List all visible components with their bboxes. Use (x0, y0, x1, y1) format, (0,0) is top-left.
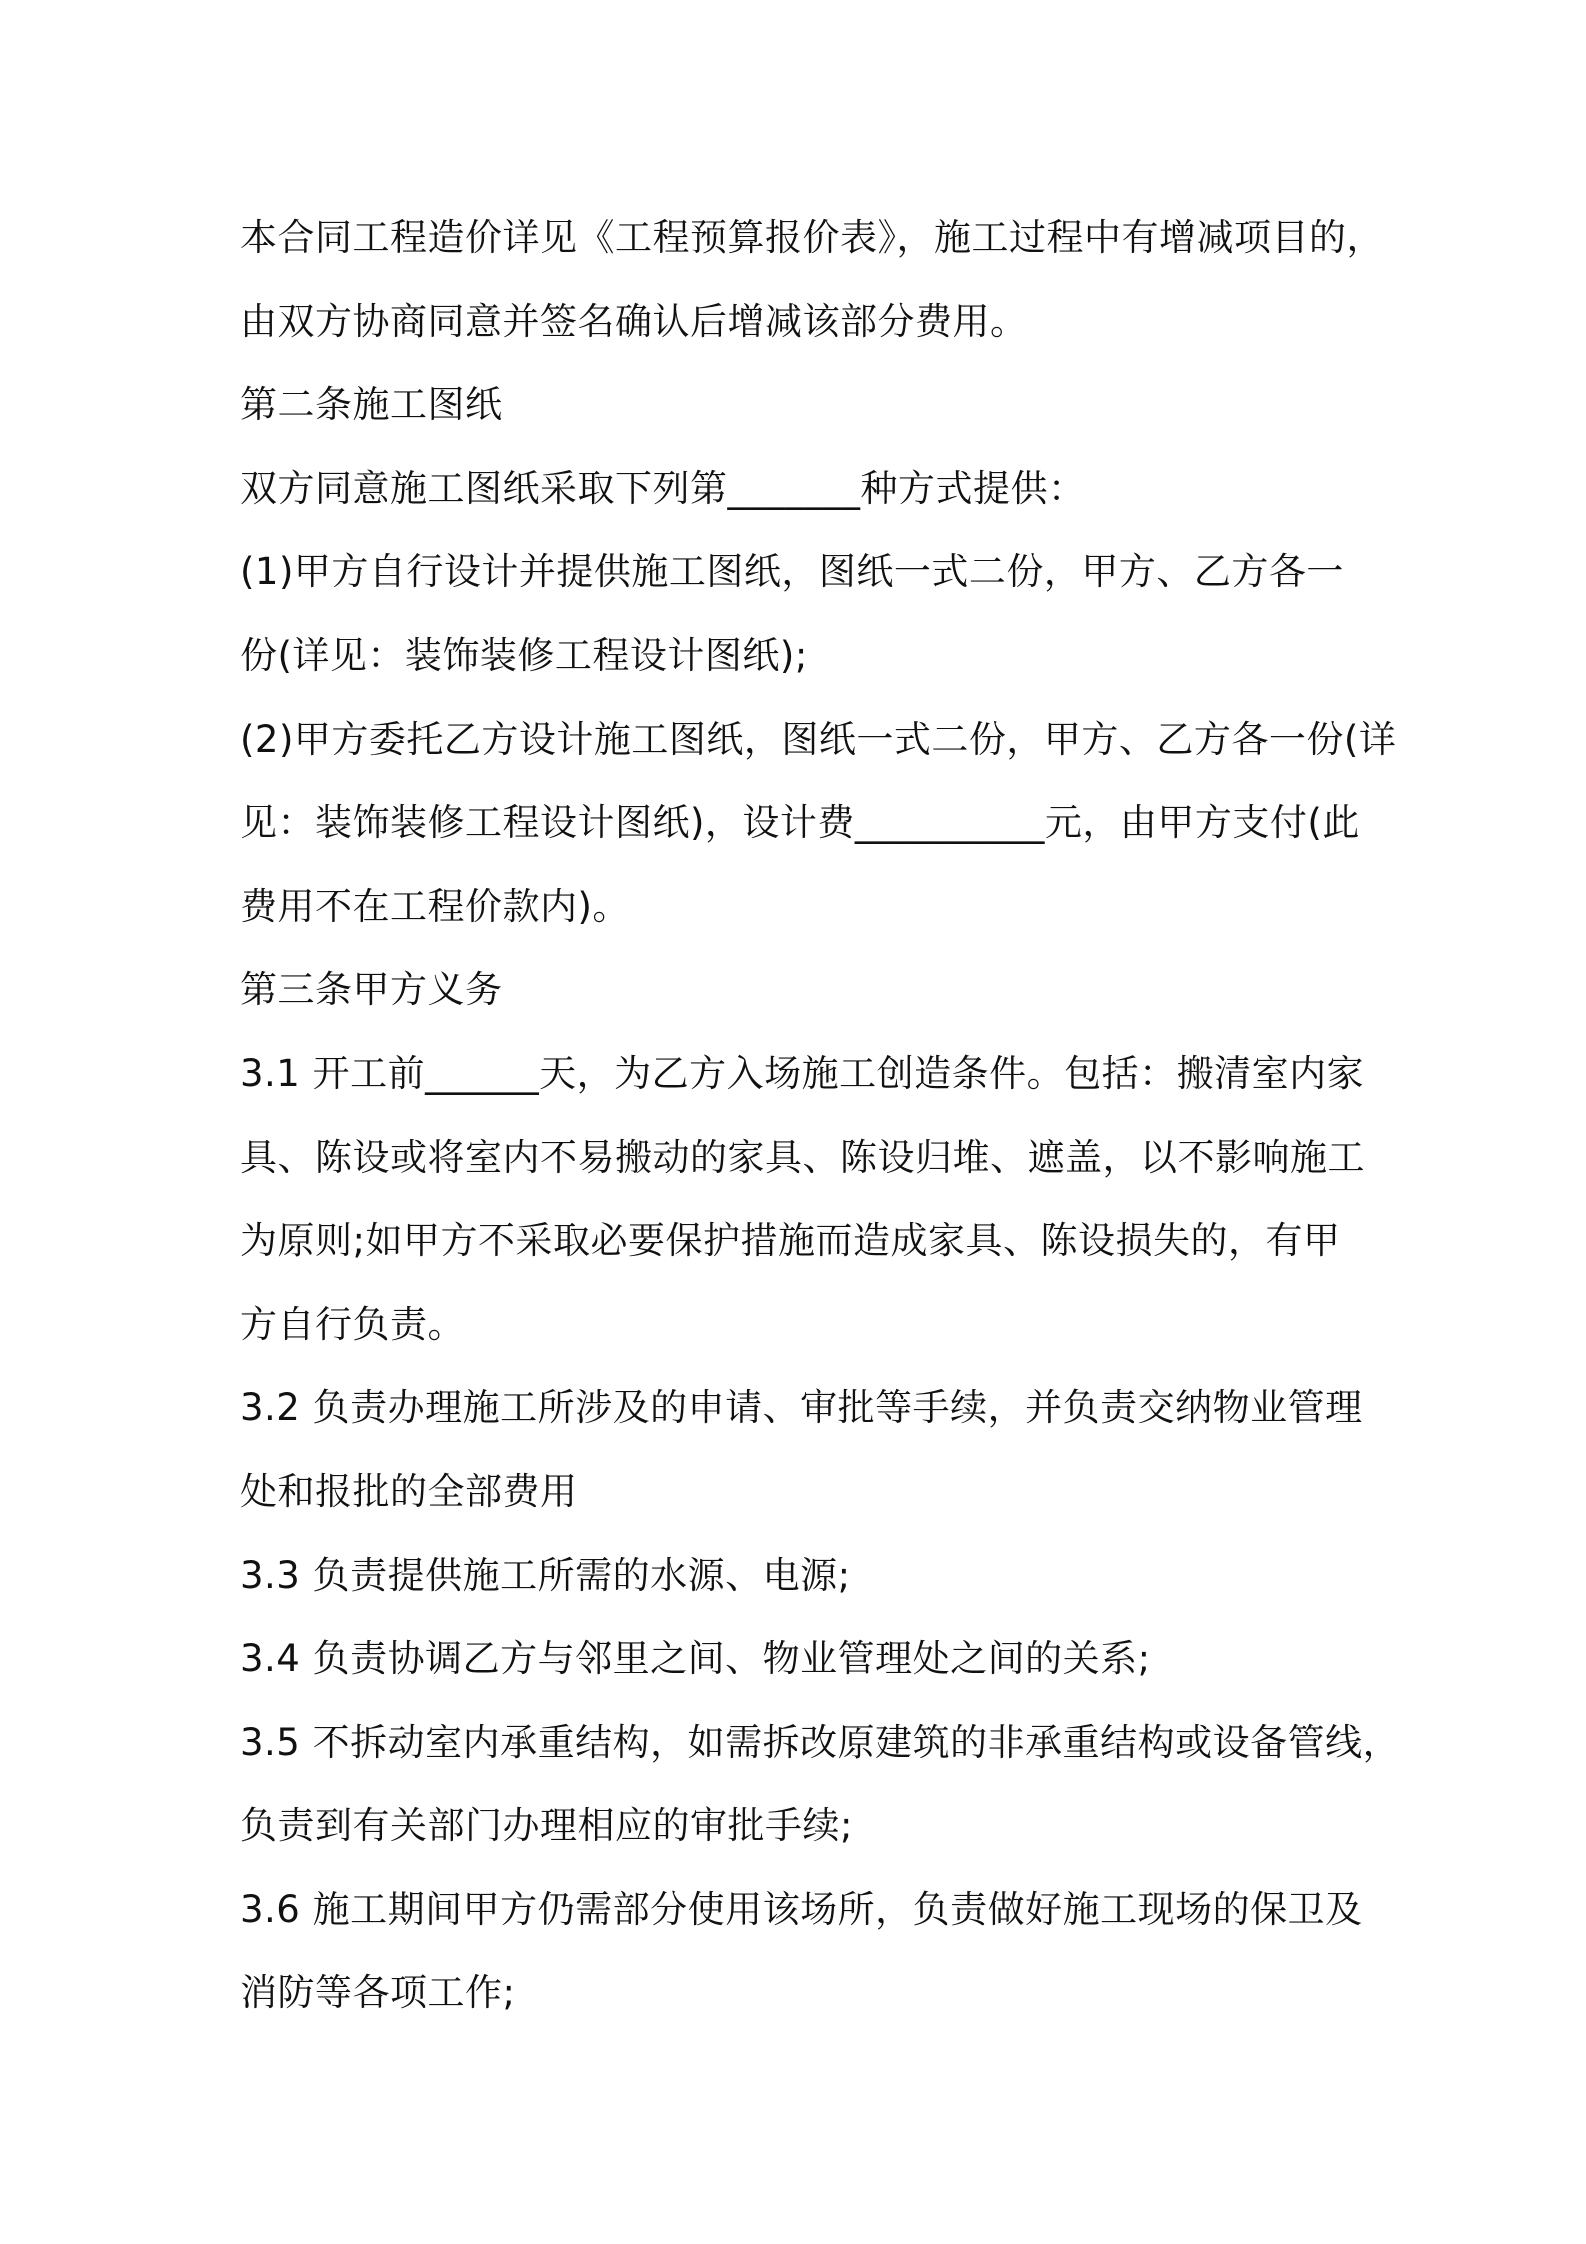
text-line: 3.4 负责协调乙方与邻里之间、物业管理处之间的关系; (240, 1637, 1151, 1681)
section-heading: 第二条施工图纸 (240, 383, 503, 427)
text-line: 3.2 负责办理施工所涉及的申请、审批等手续，并负责交纳物业管理 (240, 1386, 1363, 1430)
article-3-heading (240, 948, 1380, 1032)
drawings-option-2-paragraph (240, 698, 1397, 949)
text-line: 双方同意施工图纸采取下列第_______种方式提供： (240, 466, 1086, 510)
clause-3-3-paragraph (240, 1534, 1380, 1618)
text-line: 3.6 施工期间甲方仍需部分使用该场所，负责做好施工现场的保卫及 (240, 1887, 1363, 1931)
cost-clause-paragraph (240, 196, 1384, 363)
text-line: 3.1 开工前______天，为乙方入场施工创造条件。包括：搬清室内家 (240, 1051, 1365, 1095)
text-line: 3.3 负责提供施工所需的水源、电源; (240, 1553, 851, 1597)
section-heading: 第三条甲方义务 (240, 968, 503, 1012)
clause-3-6-paragraph (240, 1868, 1380, 2035)
text-line: (1)甲方自行设计并提供施工图纸，图纸一式二份，甲方、乙方各一 (240, 550, 1344, 594)
clause-3-5-paragraph (240, 1701, 1401, 1868)
article-2-heading (240, 363, 1380, 447)
clause-3-4-paragraph (240, 1617, 1380, 1701)
text-line: 方自行负责。 (240, 1302, 465, 1346)
drawings-option-1-paragraph (240, 530, 1380, 697)
text-line: 处和报批的全部费用 (240, 1469, 578, 1513)
document-page (240, 196, 1401, 2035)
text-line: 见：装饰装修工程设计图纸)，设计费__________元，由甲方支付(此 (240, 801, 1360, 845)
text-line: 为原则;如甲方不采取必要保护措施而造成家具、陈设损失的，有甲 (240, 1219, 1341, 1263)
drawings-intro-paragraph (240, 447, 1380, 531)
text-line: 3.5 不拆动室内承重结构，如需拆改原建筑的非承重结构或设备管线， (240, 1720, 1401, 1764)
text-line: 消防等各项工作; (240, 1971, 516, 2015)
clause-3-2-paragraph (240, 1366, 1380, 1533)
clause-3-1-paragraph (240, 1032, 1380, 1366)
text-line: 份(详见：装饰装修工程设计图纸); (240, 633, 808, 677)
text-line: 具、陈设或将室内不易搬动的家具、陈设归堆、遮盖，以不影响施工 (240, 1135, 1365, 1179)
text-line: 负责到有关部门办理相应的审批手续; (240, 1804, 853, 1848)
text-line: 由双方协商同意并签名确认后增减该部分费用。 (240, 299, 1028, 343)
text-line: 本合同工程造价详见《工程预算报价表》，施工过程中有增减项目的， (240, 216, 1384, 259)
text-line: (2)甲方委托乙方设计施工图纸，图纸一式二份，甲方、乙方各一份(详 (240, 717, 1397, 761)
text-line: 费用不在工程价款内)。 (240, 884, 630, 928)
